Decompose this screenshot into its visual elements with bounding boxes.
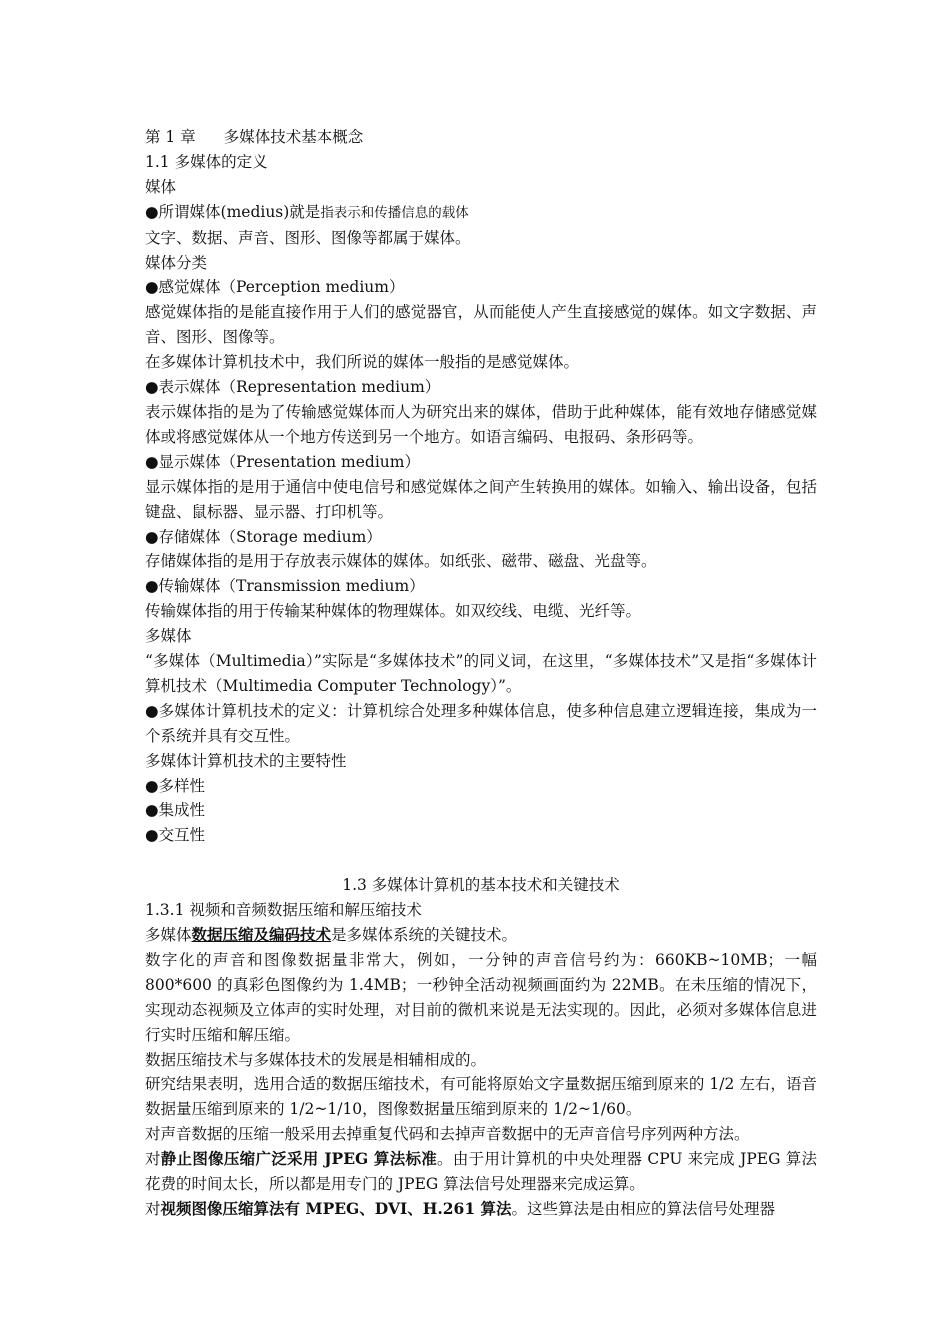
chapter-title: 多媒体技术基本概念 [223, 128, 364, 146]
representation-body: 表示媒体指的是为了传输感觉媒体而人为研究出来的媒体，借助于此种媒体，能有效地存储感觉媒体或将感觉媒体从一个地方传送到另一个地方。如语言编码、电报码、条形码等。 [145, 402, 817, 446]
multimedia-intro: “多媒体（Multimedia）”实际是“多媒体技术”的同义词，在这里，“多媒体技术”又是指“多媒体计算机技术（Multimedia Computer Technology）”。 [145, 652, 817, 695]
jpeg-paragraph: 对静止图像压缩广泛采用 JPEG 算法标准。由于用计算机的中央处理器 CPU 来完成 JPEG 算法花费的时间太长，所以都是用专门的 JPEG 算法信号处理器来完成运算。 [145, 1149, 817, 1194]
compression-paragraph-4: 对声音数据的压缩一般采用去掉重复代码和去掉声音数据中的无声音信号序列两种方法。 [145, 1125, 750, 1144]
document-body [145, 125, 817, 1222]
classification-heading: 媒体分类 [145, 253, 208, 272]
multimedia-heading: 多媒体 [145, 627, 192, 646]
feature-item: ●集成性 [145, 801, 206, 820]
compression-paragraph-2: 数据压缩技术与多媒体技术的发展是相辅相成的。 [145, 1050, 487, 1069]
media-examples: 文字、数据、声音、图形、图像等都属于媒体。 [145, 228, 471, 247]
representation-title: ●表示媒体（Representation medium） [145, 378, 441, 397]
section-1-3-heading: 1.3 多媒体计算机的基本技术和关键技术 [342, 876, 620, 895]
section-1-3-1-heading: 1.3.1 视频和音频数据压缩和解压缩技术 [145, 901, 422, 920]
feature-item: ●交互性 [145, 826, 206, 845]
features-heading: 多媒体计算机技术的主要特性 [145, 751, 347, 770]
media-heading: 媒体 [145, 177, 177, 196]
multimedia-definition: ●多媒体计算机技术的定义：计算机综合处理多种媒体信息，使多种信息建立逻辑连接，集成为一个系统并具有交互性。 [145, 701, 817, 745]
chapter-heading [145, 125, 817, 150]
media-definition: ●所谓媒体(medius)就是指表示和传播信息的载体 [145, 202, 469, 221]
feature-item: ●多样性 [145, 776, 206, 795]
chapter-number: 第 1 章 [145, 128, 196, 146]
compression-key-technology: 多媒体数据压缩及编码技术是多媒体系统的关键技术。 [145, 924, 518, 944]
compression-paragraph-1: 数字化的声音和图像数据量非常大，例如，一分钟的声音信号约为：660KB~10MB；一幅800*600 的真彩色图像约为 1.4MB；一秒钟全活动视频画面约为 22MB。在未压缩的情况下，实现动态视频及立体声的实时处理，对目前的微机来说是无法实现的。因此，必须对多媒体信息进行实时压缩和解压缩。 [145, 950, 817, 1044]
section-1-1-heading: 1.1 多媒体的定义 [145, 152, 268, 171]
storage-title: ●存储媒体（Storage medium） [145, 527, 382, 546]
compression-paragraph-3: 研究结果表明，选用合适的数据压缩技术，有可能将原始文字量数据压缩到原来的 1/2 左右，语音数据量压缩到原来的 1/2~1/10，图像数据量压缩到原来的 1/2~1/60。 [145, 1075, 817, 1119]
presentation-body: 显示媒体指的是用于通信中使电信号和感觉媒体之间产生转换用的媒体。如输入、输出设备，包括键盘、鼠标器、显示器、打印机等。 [145, 477, 817, 521]
transmission-body: 传输媒体指的用于传输某种媒体的物理媒体。如双绞线、电缆、光纤等。 [145, 602, 642, 621]
perception-note: 在多媒体计算机技术中，我们所说的媒体一般指的是感觉媒体。 [145, 353, 580, 372]
perception-title: ●感觉媒体（Perception medium） [145, 278, 405, 297]
video-paragraph: 对视频图像压缩算法有 MPEG、DVI、H.261 算法。这些算法是由相应的算法信号处理器 [145, 1198, 776, 1218]
presentation-title: ●显示媒体（Presentation medium） [145, 452, 420, 471]
perception-body: 感觉媒体指的是能直接作用于人们的感觉器官，从而能使人产生直接感觉的媒体。如文字数据、声音、图形、图像等。 [145, 303, 817, 347]
storage-body: 存储媒体指的是用于存放表示媒体的媒体。如纸张、磁带、磁盘、光盘等。 [145, 552, 657, 571]
transmission-title: ●传输媒体（Transmission medium） [145, 577, 425, 596]
